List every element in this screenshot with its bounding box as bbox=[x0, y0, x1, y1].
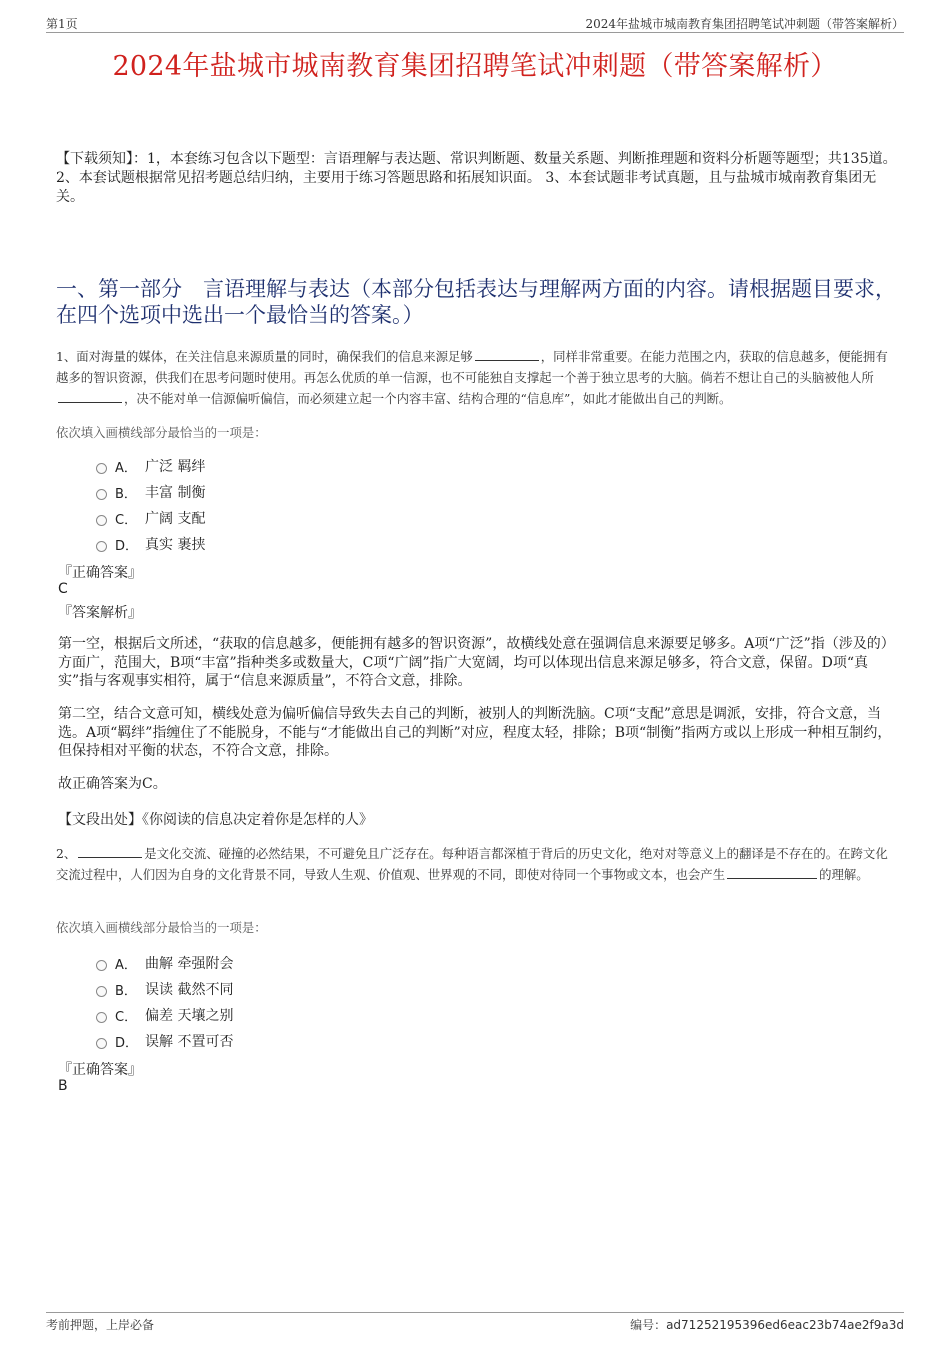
option-letter: D． bbox=[115, 1035, 139, 1051]
option-c[interactable] bbox=[96, 1002, 233, 1028]
fill-blank bbox=[58, 390, 122, 403]
analysis-conclusion: 故正确答案为C。 bbox=[58, 776, 167, 792]
option-b[interactable] bbox=[96, 479, 205, 505]
answer-label: 『正确答案』 bbox=[58, 1062, 142, 1078]
stem-text: ，同样非常重要。在能力范围之内，获取的信息越多，便能拥有越多的智识资源，供我们在思考问题时使用。再怎么优质的单一信源，也不可能独自支撑起一个善于独立思考的大脑。倘若不想让自己的头脑被他人所 bbox=[56, 349, 888, 385]
radio-icon[interactable] bbox=[96, 463, 107, 474]
option-text: 丰富 制衡 bbox=[145, 485, 206, 501]
option-text: 曲解 牵强附会 bbox=[145, 956, 234, 972]
question-2-options bbox=[96, 950, 233, 1054]
question-2-stem bbox=[56, 843, 900, 885]
stem-text: ，决不能对单一信源偏听偏信，而必须建立起一个内容丰富、结构合理的“信息库”，如此才能做出自己的判断。 bbox=[124, 391, 732, 406]
fill-blank bbox=[475, 348, 539, 361]
footer-serial bbox=[630, 1316, 904, 1333]
analysis-paragraph: 第二空，结合文意可知，横线处意为偏听偏信导致失去自己的判断，被别人的判断洗脑。C项“支配”意思是调派，安排，符合文意，当选。A项“羁绊”指缠住了不能脱身，不能与“才能做出自己的判断”对应，程度太轻，排除；B项“制衡”指两方或以上形成一种相互制约，但保持相对平衡的状态，不符合文意，排除。 bbox=[58, 706, 892, 759]
serial-code: ad71252195396ed6eac23b74ae2f9a3d bbox=[666, 1318, 904, 1332]
answer-value: C bbox=[58, 581, 68, 597]
question-1-options bbox=[96, 453, 205, 557]
option-a[interactable] bbox=[96, 950, 233, 976]
page-header bbox=[46, 12, 904, 33]
question-2-instruction: 依次填入画横线部分最恰当的一项是： bbox=[56, 920, 267, 935]
option-text: 误读 截然不同 bbox=[145, 982, 234, 998]
page-number: 第1页 bbox=[46, 17, 78, 31]
question-1-stem bbox=[56, 346, 900, 409]
question-1-instruction: 依次填入画横线部分最恰当的一项是： bbox=[56, 425, 267, 440]
option-b[interactable] bbox=[96, 976, 233, 1002]
serial-label: 编号： bbox=[630, 1318, 667, 1332]
header-doc-title: 2024年盐城市城南教育集团招聘笔试冲刺题（带答案解析） bbox=[585, 17, 904, 31]
stem-text: 1、面对海量的媒体，在关注信息来源质量的同时，确保我们的信息来源足够 bbox=[56, 349, 473, 364]
analysis-label: 『答案解析』 bbox=[58, 605, 142, 621]
option-d[interactable] bbox=[96, 531, 205, 557]
analysis-paragraph: 第一空，根据后文所述，“获取的信息越多，便能拥有越多的智识资源”，故横线处意在强调信息来源要足够多。A项“广泛”指（涉及的）方面广，范围大，B项“丰富”指种类多或数量大，C项“广阔”指广大宽阔，均可以体现出信息来源足够多，符合文意，保留。D项“真实”指与客观事实相符，属于“信息来源质量”，不符合文意，排除。 bbox=[58, 636, 888, 689]
stem-text: 是文化交流、碰撞的必然结果，不可避免且广泛存在。每种语言都深植于背后的历史文化，绝对对等意义上的翻译是不存在的。在跨文化交流过程中，人们因为自身的文化背景不同，导致人生观、价值观、世界观的不同，即使对待同一个事物或文本，也会产生 bbox=[56, 846, 888, 882]
section-heading: 一、第一部分 言语理解与表达（本部分包括表达与理解两方面的内容。请根据题目要求，在四个选项中选出一个最恰当的答案。） bbox=[56, 277, 896, 327]
option-a[interactable] bbox=[96, 453, 205, 479]
option-text: 真实 裹挟 bbox=[145, 537, 206, 553]
stem-text: 的理解。 bbox=[819, 867, 869, 882]
option-letter: C． bbox=[115, 512, 138, 528]
option-c[interactable] bbox=[96, 505, 205, 531]
option-letter: C． bbox=[115, 1009, 138, 1025]
option-letter: D． bbox=[115, 538, 139, 554]
radio-icon[interactable] bbox=[96, 986, 107, 997]
footer-slogan: 考前押题，上岸必备 bbox=[46, 1318, 155, 1332]
download-notice: 【下载须知】：1，本套练习包含以下题型：言语理解与表达题、常识判断题、数量关系题、判断推理题和资料分析题等题型；共135道。 2、本套试题根据常见招考题总结归纳，主要用于练习答题思路和拓展知识面。 3、本套试题非考试真题，且与盐城市城南教育集团无关。 bbox=[56, 151, 897, 205]
option-letter: B． bbox=[115, 983, 137, 999]
option-text: 偏差 天壤之别 bbox=[145, 1008, 234, 1024]
radio-icon[interactable] bbox=[96, 1012, 107, 1023]
page-footer bbox=[46, 1312, 904, 1333]
text-source: 【文段出处】《你阅读的信息决定着你是怎样的人》 bbox=[58, 812, 373, 828]
option-letter: A． bbox=[115, 957, 137, 973]
answer-label: 『正确答案』 bbox=[58, 565, 142, 581]
fill-blank bbox=[727, 866, 817, 879]
fill-blank bbox=[78, 845, 142, 858]
option-letter: B． bbox=[115, 486, 137, 502]
option-text: 广阔 支配 bbox=[145, 511, 206, 527]
option-text: 误解 不置可否 bbox=[145, 1034, 234, 1050]
radio-icon[interactable] bbox=[96, 1038, 107, 1049]
option-d[interactable] bbox=[96, 1028, 233, 1054]
document-title: 2024年盐城市城南教育集团招聘笔试冲刺题（带答案解析） bbox=[112, 51, 838, 82]
option-text: 广泛 羁绊 bbox=[145, 459, 206, 475]
answer-value: B bbox=[58, 1078, 68, 1094]
radio-icon[interactable] bbox=[96, 515, 107, 526]
stem-text: 2、 bbox=[56, 846, 77, 861]
option-letter: A． bbox=[115, 460, 137, 476]
radio-icon[interactable] bbox=[96, 541, 107, 552]
radio-icon[interactable] bbox=[96, 960, 107, 971]
radio-icon[interactable] bbox=[96, 489, 107, 500]
